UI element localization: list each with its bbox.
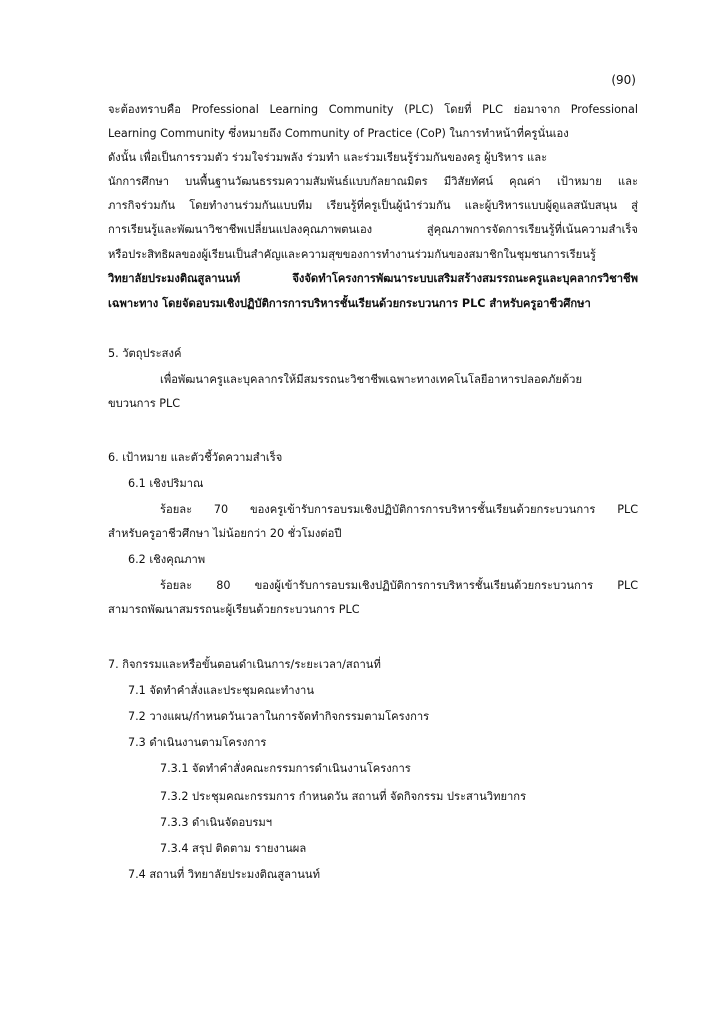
section-7-heading: 7. กิจกรรมและหรือขั้นตอนดำเนินการ/ระยะเวลา/สถานที่ — [108, 658, 381, 671]
section-5-heading: 5. วัตถุประสงค์ — [108, 347, 182, 360]
intro-line-7: หรือประสิทธิผลของผู้เรียนเป็นสำคัญและความสุขของการทำงานร่วมกันของสมาชิกในชุมชนการเรียนรู้ — [108, 248, 596, 261]
quantity-heading: 6.1 เชิงปริมาณ — [128, 477, 204, 490]
activity-7-3-3: 7.3.3 ดำเนินจัดอบรมฯ — [160, 816, 272, 829]
intro-line-4: นักการศึกษา บนพื้นฐานวัฒนธรรมความสัมพันธ์แบบกัลยาณมิตร มีวิสัยทัศน์ คุณค่า เป้าหมาย และ — [108, 175, 638, 188]
intro-line-9: เฉพาะทาง โดยจัดอบรมเชิงปฏิบัติการการบริหารชั้นเรียนด้วยกระบวนการ PLC สำหรับครูอาชีวศึกษา — [108, 297, 591, 310]
intro-line-8: วิทยาลัยประมงติณสูลานนท์ จึงจัดทำโครงการพัฒนาระบบเสริมสร้างสมรรถนะครูและบุคลากรวิชาชีพ — [108, 272, 638, 285]
quality-line-1: ร้อยละ 80 ของผู้เข้ารับการอบรมเชิงปฏิบัติการการบริหารชั้นเรียนด้วยกระบวนการ PLC — [160, 579, 638, 592]
quantity-line-2: สำหรับครูอาชีวศึกษา ไม่น้อยกว่า 20 ชั่วโมงต่อปี — [108, 527, 342, 540]
quality-heading: 6.2 เชิงคุณภาพ — [128, 553, 206, 566]
activity-7-3-1: 7.3.1 จัดทำคำสั่งคณะกรรมการดำเนินงานโครงการ — [160, 762, 411, 775]
intro-line-6: การเรียนรู้และพัฒนาวิชาชีพเปลี่ยนแปลงคุณภาพตนเอง สู่คุณภาพการจัดการเรียนรู้ที่เน้นความสำเร็จ — [108, 223, 638, 236]
quality-line-2: สามารถพัฒนาสมรรถนะผู้เรียนด้วยกระบวนการ PLC — [108, 603, 360, 616]
activity-7-4: 7.4 สถานที่ วิทยาลัยประมงติณสูลานนท์ — [128, 868, 320, 881]
activity-7-3-2: 7.3.2 ประชุมคณะกรรมการ กำหนดวัน สถานที่ จัดกิจกรรม ประสานวิทยากร — [160, 790, 527, 803]
activity-7-1: 7.1 จัดทำคำสั่งและประชุมคณะทำงาน — [128, 684, 314, 697]
activity-7-3: 7.3 ดำเนินงานตามโครงการ — [128, 736, 267, 749]
intro-line-2: Learning Community ซึ่งหมายถึง Community of Practice (CoP) ในการทำหน้าที่ครูนั่นเอง — [108, 127, 569, 140]
activity-7-3-4: 7.3.4 สรุป ติดตาม รายงานผล — [160, 842, 307, 855]
objective-line-1: เพื่อพัฒนาครูและบุคลากรให้มีสมรรถนะวิชาชีพเฉพาะทางเทคโนโลยีอาหารปลอดภัยด้วย — [160, 373, 583, 386]
intro-line-3: ดังนั้น เพื่อเป็นการรวมตัว ร่วมใจร่วมพลัง ร่วมทำ และร่วมเรียนรู้ร่วมกันของครู ผู้บริหาร และ — [108, 151, 548, 164]
page-number: (90) — [611, 73, 636, 87]
intro-line-5: ภารกิจร่วมกัน โดยทำงานร่วมกันแบบทีม เรียนรู้ที่ครูเป็นผู้นำร่วมกัน และผู้บริหารแบบผู้ดูแลสนับสนุน สู่ — [108, 199, 638, 212]
quantity-line-1: ร้อยละ 70 ของครูเข้ารับการอบรมเชิงปฏิบัติการการบริหารชั้นเรียนด้วยกระบวนการ PLC — [160, 503, 638, 516]
intro-line-1: จะต้องทราบคือ Professional Learning Community (PLC) โดยที่ PLC ย่อมาจาก Professional — [108, 103, 638, 116]
section-6-heading: 6. เป้าหมาย และตัวชี้วัดความสำเร็จ — [108, 451, 283, 464]
objective-line-2: ขบวนการ PLC — [108, 397, 181, 410]
activity-7-2: 7.2 วางแผน/กำหนดวันเวลาในการจัดทำกิจกรรมตามโครงการ — [128, 710, 430, 723]
